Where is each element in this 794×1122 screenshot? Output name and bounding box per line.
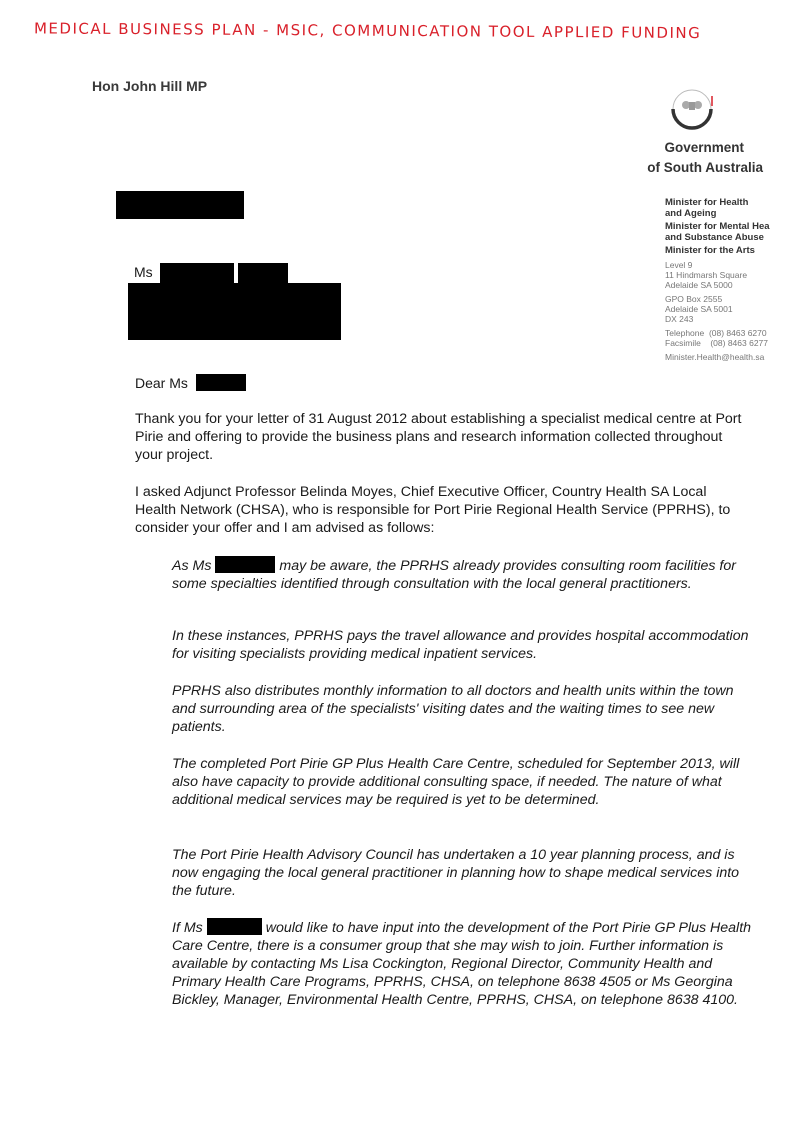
minister-role: Minister for Health and Ageing [665,197,749,219]
postal-address: GPO Box 2555 Adelaide SA 5001 DX 243 [665,294,733,324]
minister-role: Minister for the Arts [665,245,755,256]
advice-paragraph-5: The Port Pirie Health Advisory Council has undertaken a 10 year planning process, and is now engaging the local general practitioner in planning how to shape medical services into the future. [172,847,740,899]
greeting-text: Dear Ms [135,375,188,391]
redaction-greeting-name [196,374,246,391]
advice-1-text: may be aware, the PPRHS already provides consulting room facilities for some specialties identified through consultation with the local general practitioners. [172,558,736,592]
advice-paragraph-4: The completed Port Pirie GP Plus Health Care Centre, scheduled for September 2013, will also have capacity to provide additional consulting space, if needed. The nature of what additional medical services may be required is yet to be determined. [172,756,740,808]
office-address: Level 9 11 Hindmarsh Square Adelaide SA 5000 [665,260,748,290]
greeting [135,374,250,391]
advice-paragraph-2: In these instances, PPRHS pays the travel allowance and provides hospital accommodation for visiting specialists providing medical inpatient services. [172,628,749,662]
advice-paragraph-3: PPRHS also distributes monthly information to all doctors and health units within the town and surrounding area of the specialists' visiting dates and the waiting times to see new patients. [172,683,734,735]
body-paragraph-1: Thank you for your letter of 31 August 2012 about establishing a specialist medical centre at Port Pirie and offering to provide the business plans and research information collected throughout your project. [135,411,742,463]
handwritten-annotation: MEDICAL BUSINESS PLAN - MSIC, COMMUNICATION TOOL APPLIED FUNDING [33,19,702,43]
body-paragraph-2: I asked Adjunct Professor Belinda Moyes, Chief Executive Officer, Country Health SA Local Health Network (CHSA), who is responsible for Port Pirie Regional Health Service (PPRHS), to consider your offer and I am advised as follows: [135,484,731,536]
redaction-recipient-last-name [238,263,288,283]
government-line-2: of South Australia [647,160,763,175]
redaction-advice-6-name [207,918,262,935]
recipient-salutation: Ms [134,264,153,280]
advice-6-prefix: If Ms [172,920,203,936]
redaction-advice-1-name [215,556,275,573]
sender-name: Hon John Hill MP [92,78,208,94]
advice-6-text: would like to have input into the development of the Port Pirie GP Plus Health Care Centre, there is a consumer group that she may wish to join. Further information is available by contacting Ms Lisa Cockington, Regional Director, Community Health and Primary Health Care Programs, PPRHS, CHSA, on telephone 8638 4505 or Ms Georgina Bickley, Manager, Environmental Health Centre, PPRHS, CHSA, on telephone 8638 4100. [172,920,752,1008]
south-australia-crest-icon [667,84,717,134]
phone-fax: Telephone (08) 8463 6270 Facsimile (08) 8463 6277 [665,328,768,348]
advice-paragraph-1 [172,556,752,593]
government-line-1: Government [664,140,744,155]
advice-paragraph-6 [172,918,752,1009]
advice-1-prefix: As Ms [172,558,212,574]
redaction-reference [116,191,244,219]
email-address: Minister.Health@health.sa [665,352,765,362]
minister-role: Minister for Mental Hea and Substance Abuse [665,221,770,243]
redaction-recipient-first-name [160,263,234,283]
redaction-recipient-address [128,283,341,340]
minister-contact-block [665,197,794,362]
